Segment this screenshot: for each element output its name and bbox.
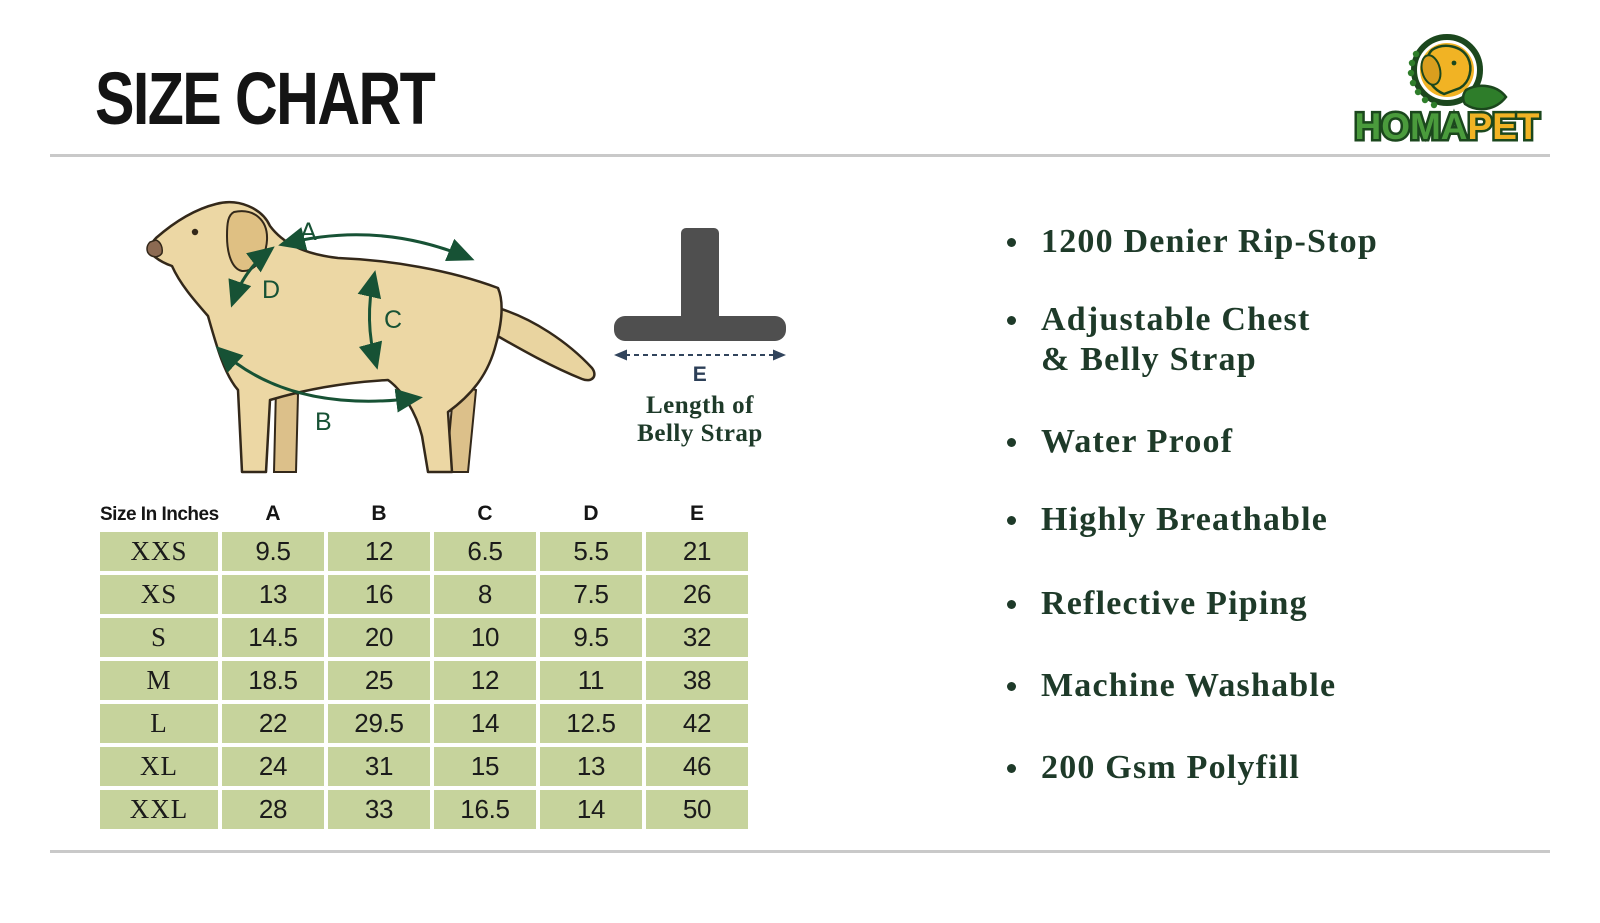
value-cell: 29.5 (328, 704, 430, 743)
table-row-m (100, 661, 748, 700)
strap-caption (637, 392, 763, 448)
measure-label-a: A (300, 218, 317, 246)
value-cell: 33 (328, 790, 430, 829)
feature-item: Reflective Piping (1005, 584, 1475, 624)
strap-measure-label-e: E (692, 363, 708, 386)
strap-icon-vertical-bar (681, 228, 719, 318)
value-cell: 16.5 (434, 790, 536, 829)
size-table-title: Size In Inches (100, 504, 219, 525)
value-cell: 14.5 (222, 618, 324, 657)
value-cell: 10 (434, 618, 536, 657)
belly-strap-diagram (600, 228, 800, 448)
size-cell: L (100, 704, 218, 743)
feature-item: Water Proof (1005, 422, 1475, 462)
value-cell: 24 (222, 747, 324, 786)
value-cell: 16 (328, 575, 430, 614)
value-cell: 18.5 (222, 661, 324, 700)
value-cell: 25 (328, 661, 430, 700)
table-row-s (100, 618, 748, 657)
logo-word-pet: PET (1467, 106, 1540, 147)
value-cell: 9.5 (540, 618, 642, 657)
value-cell: 11 (540, 661, 642, 700)
value-cell: 14 (540, 790, 642, 829)
table-row-xxl (100, 790, 748, 829)
feature-item: Machine Washable (1005, 666, 1475, 706)
value-cell: 12 (328, 532, 430, 571)
value-cell: 13 (222, 575, 324, 614)
column-header-d: D (583, 502, 599, 525)
bottom-divider (50, 850, 1550, 853)
table-row-l (100, 704, 748, 743)
size-cell: XS (100, 575, 218, 614)
value-cell: 9.5 (222, 532, 324, 571)
value-cell: 26 (646, 575, 748, 614)
measure-label-b: B (315, 408, 332, 436)
value-cell: 15 (434, 747, 536, 786)
measure-label-d: D (262, 276, 281, 304)
size-cell: S (100, 618, 218, 657)
value-cell: 13 (540, 747, 642, 786)
column-header-e: E (689, 502, 704, 525)
value-cell: 6.5 (434, 532, 536, 571)
strap-caption-line1: Length of (646, 392, 754, 419)
strap-length-arrow-icon (614, 348, 786, 362)
value-cell: 20 (328, 618, 430, 657)
value-cell: 31 (328, 747, 430, 786)
size-table-rows (100, 532, 748, 833)
feature-item: Adjustable Chest & Belly Strap (1005, 300, 1475, 380)
page-title: SIZE CHART (95, 57, 435, 140)
value-cell: 7.5 (540, 575, 642, 614)
value-cell: 28 (222, 790, 324, 829)
size-cell: XL (100, 747, 218, 786)
value-cell: 46 (646, 747, 748, 786)
size-cell: XXL (100, 790, 218, 829)
features-list (1005, 222, 1475, 826)
value-cell: 12.5 (540, 704, 642, 743)
value-cell: 14 (434, 704, 536, 743)
dog-measurement-diagram (140, 192, 610, 484)
size-cell: M (100, 661, 218, 700)
value-cell: 38 (646, 661, 748, 700)
column-header-a: A (265, 502, 281, 525)
column-header-c: C (477, 502, 493, 525)
value-cell: 22 (222, 704, 324, 743)
table-row-xxs (100, 532, 748, 571)
value-cell: 21 (646, 532, 748, 571)
logo-dog-emblem (1408, 37, 1506, 109)
size-cell: XXS (100, 532, 218, 571)
column-header-b: B (371, 502, 387, 525)
homapet-logo (1340, 30, 1555, 150)
value-cell: 5.5 (540, 532, 642, 571)
strap-caption-line2: Belly Strap (637, 420, 763, 447)
measure-label-c: C (384, 306, 403, 334)
feature-item: 1200 Denier Rip-Stop (1005, 222, 1475, 262)
logo-wordmark (1354, 106, 1539, 147)
table-row-xl (100, 747, 748, 786)
strap-icon-horizontal-bar (614, 316, 786, 341)
logo-dog-eye (1452, 61, 1457, 66)
value-cell: 50 (646, 790, 748, 829)
logo-word-homa: HOMA (1354, 106, 1468, 147)
top-divider (50, 154, 1550, 157)
table-row-xs (100, 575, 748, 614)
size-table-header (100, 500, 748, 526)
value-cell: 8 (434, 575, 536, 614)
value-cell: 42 (646, 704, 748, 743)
feature-item: 200 Gsm Polyfill (1005, 748, 1475, 788)
value-cell: 32 (646, 618, 748, 657)
feature-item: Highly Breathable (1005, 500, 1475, 540)
value-cell: 12 (434, 661, 536, 700)
